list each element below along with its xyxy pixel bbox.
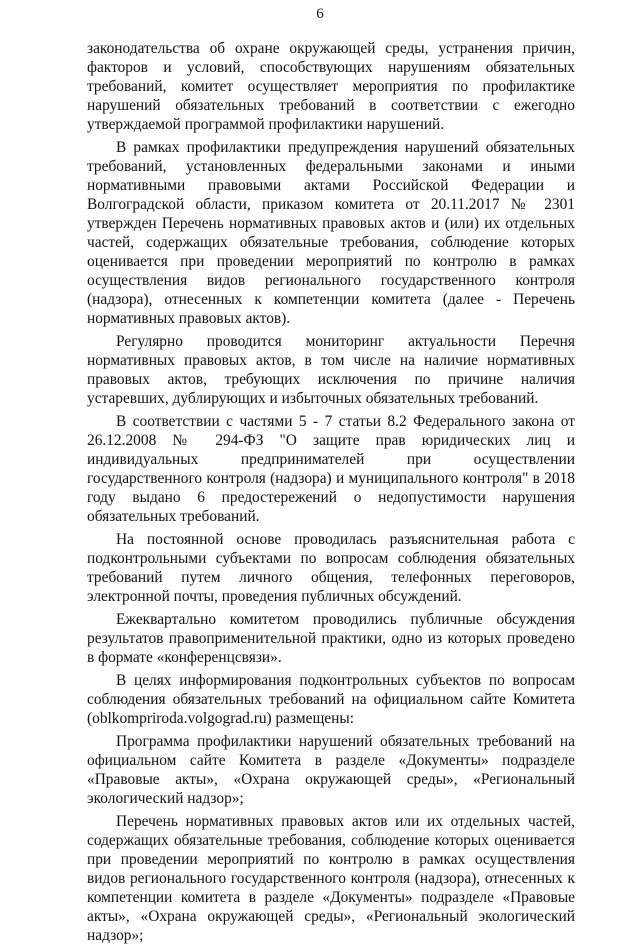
page-number: 6 xyxy=(316,6,324,22)
paragraph-informing: В целях информирования подконтрольных субъектов по вопросам соблюдения обязательных требований на официальном сайте Комитета (oblkompriroda.volgograd.ru) размещены: xyxy=(87,672,575,727)
paragraph-explanatory-work: На постоянной основе проводилась разъяснительная работа с подконтрольными субъектами по вопросам соблюдения обязательных требований путем личного общения, телефонных переговоров, электронной почты, проведения публичных обсуждений. xyxy=(87,531,575,605)
paragraph-monitoring: Регулярно проводится мониторинг актуальности Перечня нормативных правовых актов, в том числе на наличие нормативных правовых актов, требующих исключения по причине наличия устаревших, дублирующих и избыточных обязательных требований. xyxy=(87,333,575,407)
paragraph-warnings: В соответствии с частями 5 - 7 статьи 8.2 Федерального закона от 26.12.2008 № 294-ФЗ "О защите прав юридических лиц и индивидуальных предпринимателей при осуществлении государственного контроля (надзора) и муниципального контроля" в 2018 году выдано 6 предостережений о недопустимости нарушения обязательных требований. xyxy=(87,413,575,525)
paragraph-public-discussions: Ежеквартально комитетом проводились публичные обсуждения результатов правоприменительной практики, одно из которых проведено в формате «конференцсвязи». xyxy=(87,611,575,666)
document-body xyxy=(87,39,575,949)
paragraph-program-item: Программа профилактики нарушений обязательных требований на официальном сайте Комитета в разделе «Документы» подразделе «Правовые акты», «Охрана окружающей среды», «Региональный экологический надзор»; xyxy=(87,733,575,807)
paragraph-list-item: Перечень нормативных правовых актов или их отдельных частей, содержащих обязательные требования, соблюдение которых оценивается при проведении мероприятий по контролю в рамках осуществления видов регионального государственного контроля (надзора), отнесенных к компетенции комитета в разделе «Документы» подразделе «Правовые акты», «Охрана окружающей среды», «Региональный экологический надзор»; xyxy=(87,813,575,944)
paragraph-continuation: законодательства об охране окружающей среды, устранения причин, факторов и условий, способствующих нарушениям обязательных требований, комитет осуществляет мероприятия по профилактике нарушений обязательных требований в соответствии с ежегодно утверждаемой программой профилактики нарушений. xyxy=(87,40,575,133)
paragraph-list-of-acts: В рамках профилактики предупреждения нарушений обязательных требований, установленных федеральными законами и иными нормативными правовыми актами Российской Федерации и Волгоградской области, приказом комитета от 20.11.2017 № 2301 утвержден Перечень нормативных правовых актов и (или) их отдельных частей, содержащих обязательные требования, соблюдение которых оценивается при проведении мероприятий по контролю в рамках осуществления видов регионального государственного контроля (надзора), отнесенных к компетенции комитета (далее - Перечень нормативных правовых актов). xyxy=(87,139,575,327)
